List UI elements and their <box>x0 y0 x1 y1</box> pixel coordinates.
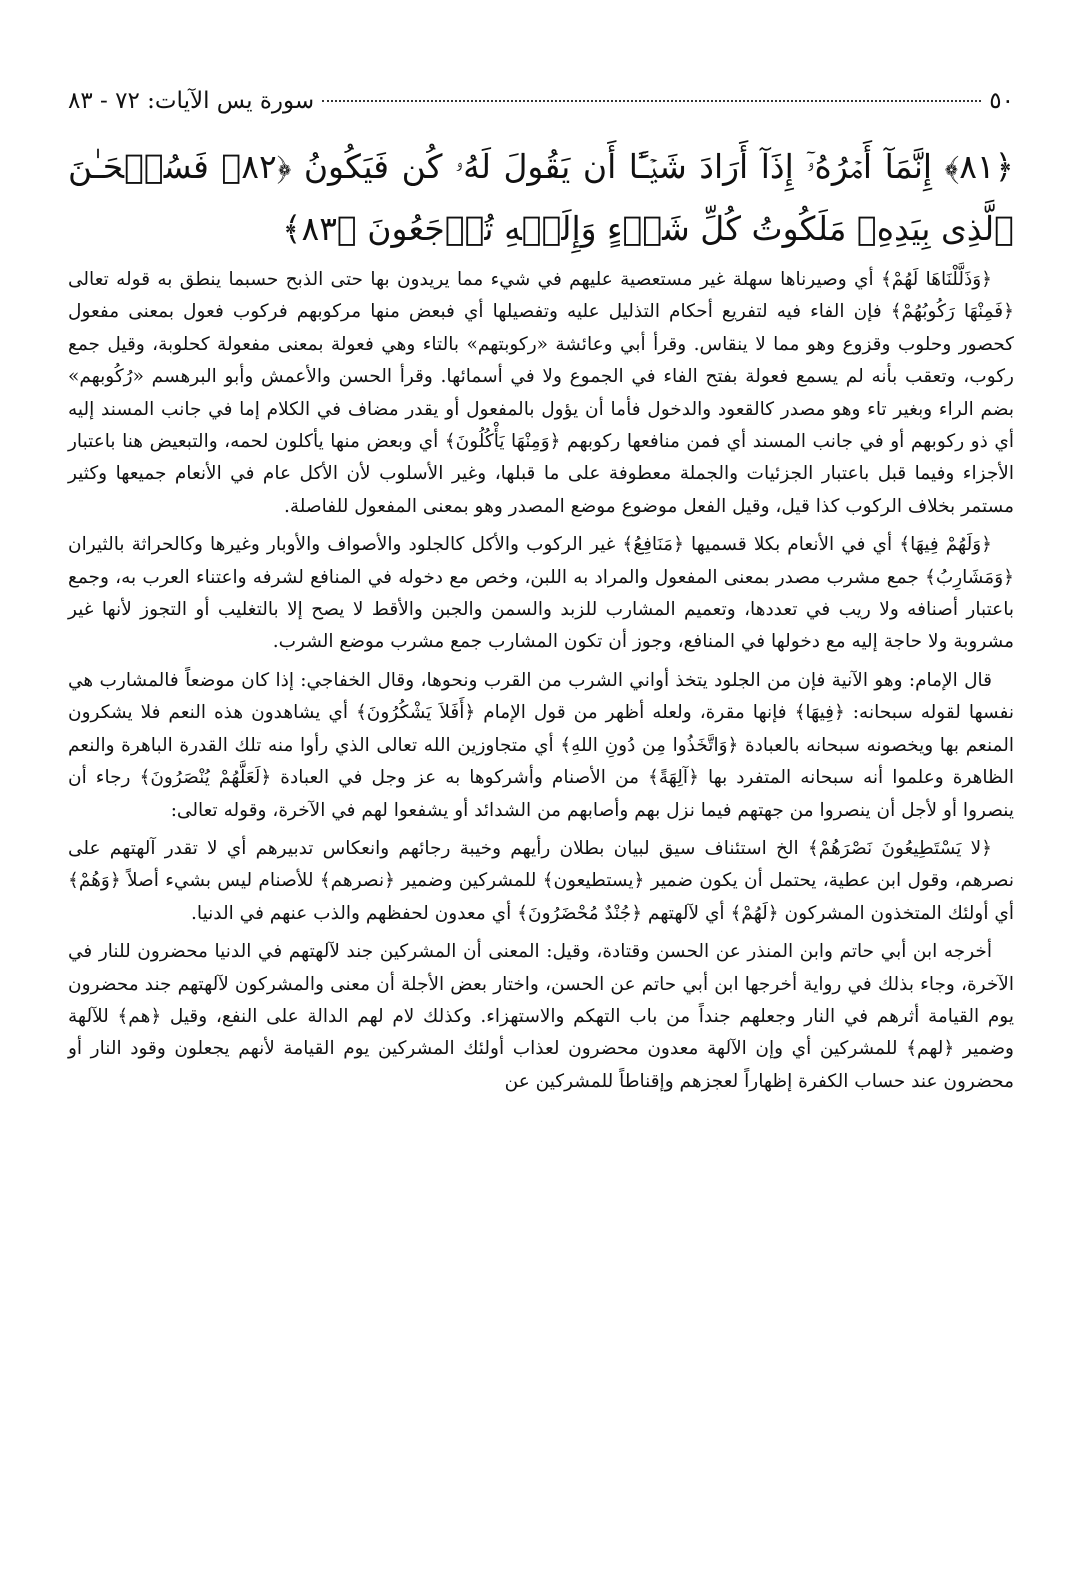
paragraph-2: ﴿وَلَهُمْ فِيهَا﴾ أي في الأنعام بكلا قسميها ﴿مَنَافِعُ﴾ غير الركوب والأكل كالجلود والأصواف والأوبار وغيرها وكالحراثة بالثيران ﴿وَمَشَارِبُ﴾ جمع مشرب مصدر بمعنى المفعول والمراد به اللبن، وخص مع دخوله في المنافع لشرفه واعتناء العرب به، وجمع باعتبار أصنافه ولا ريب في تعددها، وتعميم المشارب للزبد والسمن والجبن والأقط لا يصح إلا بالتغليب أو التجوز لأنها غير مشروبة ولا حاجة إليه مع دخولها في المنافع، وجوز أن تكون المشارب جمع مشرب موضع الشرب. <box>68 534 1014 653</box>
paragraph-3: قال الإمام: وهو الآنية فإن من الجلود يتخذ أواني الشرب من القرب ونحوها، وقال الخفاجي: إذا كان موضعاً فالمشارب هي نفسها لقوله سبحانه: ﴿فِيهَا﴾ فإنها مقرة، ولعله أظهر من قول الإمام ﴿أَفَلاَ يَشْكُرُونَ﴾ أي يشاهدون هذه النعم فلا يشكرون المنعم بها ويخصونه سبحانه بالعبادة ﴿وَاتَّخَذُوا مِن دُونِ اللهِ﴾ أي متجاوزين الله تعالى الذي رأوا منه تلك القدرة الباهرة والنعم الظاهرة وعلموا أنه سبحانه المتفرد بها ﴿آلِهَةً﴾ من الأصنام وأشركوها به عز وجل في العبادة ﴿لَعَلَّهُمْ يُنْصَرُونَ﴾ رجاء أن ينصروا أو لأجل أن ينصروا من جهتهم فيما نزل بهم وأصابهم من الشدائد أو يشفعوا لهم في الآخرة، وقوله تعالى: <box>68 669 1014 821</box>
paragraph-1: ﴿وَذَلَّلْنَاهَا لَهُمْ﴾ أي وصيرناها سهلة غير مستعصية عليهم في شيء مما يريدون بها حتى الذبح حسبما ينطق به قوله تعالى ﴿فَمِنْهَا رَكُوبُهُمْ﴾ فإن الفاء فيه لتفريع أحكام التذليل عليه وتفصيلها أي فبعض منها مركوبهم فركوب فعول بمعنى مفعول كحصور وحلوب وقزوع وهو مما لا ينقاس. وقرأ أبي وعائشة «ركوبتهم» بالتاء وهي فعولة بمعنى مفعولة كحلوبة، وقيل جمع ركوب، وتعقب بأنه لم يسمع فعولة بفتح الفاء في الجموع ولا في أسمائها. وقرأ الحسن والأعمش وأبو البرهسم «رُكُوبهم» بضم الراء وبغير تاء وهو مصدر كالقعود والدخول فأما أن يؤول بالمفعول أو يقدر مضاف في الكلام إما في جانب المسند إليه أي ذو ركوبهم أو في جانب المسند أي فمن منافعها ركوبهم ﴿وَمِنْهَا يَأْكُلُونَ﴾ أي وبعض منها يأكلون لحمه، والتبعيض هنا باعتبار الأجزاء وفيما قبل باعتبار الجزئيات والجملة معطوفة على ما قبلها، وغير الأسلوب لأن الأكل عام في الأنعام جميعها وكثير مستمر بخلاف الركوب كذا قيل، وقيل الفعل موضوع موضع المصدر وهو بمعنى المفعول للفاصلة. <box>68 269 1014 517</box>
surah-title: سورة يس الآيات: ٧٢ - ٨٣ <box>68 88 315 114</box>
paragraph-5: أخرجه ابن أبي حاتم وابن المنذر عن الحسن وقتادة، وقيل: المعنى أن المشركين جند لآلهتهم في الدنيا محضرون للنار في الآخرة، وجاء بذلك في رواية أخرجها ابن أبي حاتم عن الحسن، واختار بعض الأجلة أن معنى والمشركون لآلهتهم جند محضرون يوم القيامة أثرهم في النار وجعلهم جنداً من باب التهكم والاستهزاء. وكذلك لام لهم الدالة على النفع، وقيل ﴿هم﴾ للآلهة وضمير ﴿لهم﴾ للمشركين أي وإن الآلهة معدون محضرون لعذاب أولئك المشركين يوم القيامة لأنهم يجعلون وقود النار أو محضرون عند حساب الكفرة إظهاراً لعجزهم وإقناطاً للمشركين عن <box>68 941 1014 1092</box>
commentary-body <box>68 264 1014 1104</box>
running-head <box>68 88 1014 122</box>
quran-verses: ﴿٨١﴾ إِنَّمَآ أَمۡرُهُۥٓ إِذَآ أَرَادَ شَيۡـًٔا أَن يَقُولَ لَهُۥ كُن فَيَكُونُ ﴿٨٢﴾ فَسُبۡحَـٰنَ ٱلَّذِى بِيَدِهِۦ مَلَكُوتُ كُلِّ شَىۡءٍ وَإِلَيۡهِ تُرۡجَعُونَ ﴿٨٣﴾ <box>68 147 1014 248</box>
page-number: ٥٠ <box>989 88 1014 114</box>
paragraph-4: ﴿لا يَسْتَطِيعُونَ نَصْرَهُمْ﴾ الخ استئناف سيق لبيان بطلان رأيهم وخيبة رجائهم وانعكاس تدبيرهم أي لا تقدر آلهتهم على نصرهم، وقول ابن عطية، يحتمل أن يكون ضمير ﴿يستطيعون﴾ للمشركين وضمير ﴿نصرهم﴾ للأصنام ليس بشيء أصلاً ﴿وَهُمْ﴾ أي أولئك المتخذون المشركون ﴿لَهُمْ﴾ أي لآلهتهم ﴿جُنْدٌ مُحْضَرُونَ﴾ أي معدون لحفظهم والذب عنهم في الدنيا. <box>68 837 1014 924</box>
leader-dots <box>322 100 981 102</box>
